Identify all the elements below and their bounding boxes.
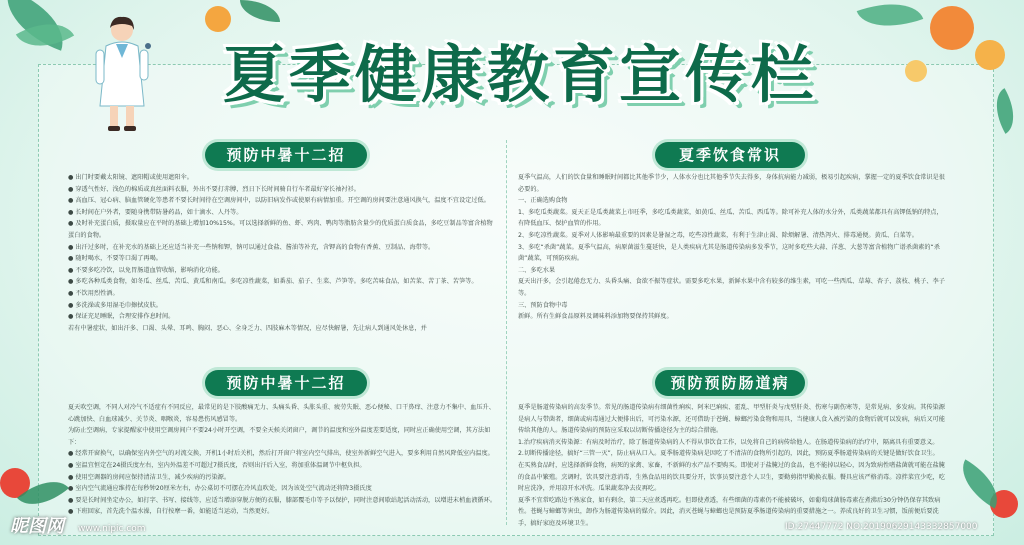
- paragraph: ● 使用空调器的房间应保持清洁卫生，减少疾病的污染源。: [68, 473, 231, 481]
- paragraph: 新鲜。所有生鲜食品原料及调味料添加物要保持其鲜度。: [518, 313, 673, 321]
- section-heading-intestinal-disease: 预防预防肠道病: [655, 370, 805, 396]
- paragraph: ● 下班回家，首先洗个温水澡，自行按摩一番，如能适当运动，当然更好。: [68, 508, 274, 516]
- watermark-site: www.nipic.com: [78, 524, 146, 534]
- paragraph: 2.切断传播途径，搞好“三管一灭”，防止病从口入。夏季肠道传染病是因吃了不清洁的食物所引起的，因此，预防夏季肠道传染病的关键是做好饮食卫生。: [518, 450, 939, 458]
- paragraph: ● 及时补充蛋白质，摄取量应在平时的基础上增加10%15%。可以选择新鲜的鱼、虾、鸡肉、鸭肉等脂肪含量少的优质蛋白质食品，多吃豆制品等富含植物蛋白的食物。: [68, 220, 493, 239]
- paragraph: 3、多吃“杀菌”蔬菜。夏季气温高，病原菌滋生蔓延快，是人类疾病尤其是肠道传染病多发季节，这时多吃些大蒜、洋葱、大葱等富含植物广谱杀菌素的“杀菌”蔬菜，可预防疾病。: [518, 243, 940, 263]
- column-divider: [506, 140, 507, 525]
- flower-decoration: [205, 6, 231, 32]
- flower-decoration: [975, 40, 1005, 70]
- paragraph: ● 长时间在户外者，要随身携带防暑药品，如十滴水、人丹等。: [68, 208, 243, 216]
- section-heading-air-conditioning: 预防中暑十二招: [205, 370, 367, 396]
- paragraph: ● 出门时要戴太阳镜、遮阳帽或使用遮阳伞。: [68, 174, 193, 181]
- heatstroke-text: [68, 172, 498, 362]
- paragraph: ● 多吃各种瓜类食物，如冬瓜、丝瓜、苦瓜、黄瓜和南瓜。多吃凉性蔬菜，如番茄、茄子、生菜、芦笋等。多吃苦味食品，如苦菜、苦丁茶、苦笋等。: [68, 278, 478, 286]
- paragraph: ● 不饮用烈性酒。: [68, 289, 119, 297]
- paragraph: 夏季是肠道传染病的高发季节。常见的肠道传染病有细菌性痢疾、阿米巴痢疾、霍乱、甲型肝炎与戊型肝炎、伤寒与副伤寒等，是常见病、多发病。其传染源是病人与带菌者，细菌或病毒通过大便排出后，可污染水源，还可借助于苍蝇、蟑螂污染食物和用具，当健康人食入被污染的食物后就可以发病，病后又可能传给其他的人。肠道传染病的预防应采取以切断传播途径为主的综合措施。: [518, 404, 945, 435]
- flower-decoration: [930, 6, 974, 50]
- page-title: 夏季健康教育宣传栏: [222, 38, 817, 111]
- paragraph: 三、预防食物中毒: [518, 301, 568, 309]
- paragraph: ● 多洗澡或多用湿毛巾擦拭皮肤。: [68, 301, 162, 309]
- paragraph: ● 室温宜恒定在24摄氏度左右，室内外温差不可超过7摄氏度，否则出汗后入室，将加重体温调节中枢负担。: [68, 461, 366, 469]
- paragraph: 1.治疗疾病消灭传染源：有病及时治疗，除了肠道传染病的人不得从事饮食工作，以免将自己的病传给他人。在肠道传染病的治疗中，隔离具有重要意义。: [518, 438, 939, 446]
- paragraph: ● 出汗过多时，在补充水的基础上还应适当补充一些钠和钾，钠可以通过食盐、酱油等补充，含钾高的食物有香蕉、豆制品、海带等。: [68, 243, 435, 251]
- watermark-id: ID:27447772 NO:20190629143332857000: [785, 522, 978, 532]
- paragraph: 在买熟食品时，应选择新鲜食物，病死的家禽、家畜，不新鲜的水产品不要购买。即使对于盐腌过的食品，也不能掉以轻心，因为致病性嗜盐菌就可能在盐腌的食品中繁殖。烹调时，饮具要注意消毒，生熟食品用的饮具要分开，饮事员要注意个人卫生，要勤剪指甲勤换衣服。餐具应该严格消毒。凉拌菜宜少吃，吃时应洗净，并用凉开水冲洗。瓜果蔬菜净去皮再吃。: [518, 461, 945, 493]
- paragraph: ● 随时喝水，不要等口渴了再喝。: [68, 255, 162, 263]
- section-heading-heatstroke: 预防中暑十二招: [205, 142, 367, 168]
- paragraph: 为防止空调病，专家提醒家中使用空调房间户不要24小时开空调，不要全天候关闭窗户，调节的温度和室外温度差要适度，同时应正确使用空调，其方法如下：: [68, 427, 491, 446]
- paragraph: ● 保证充足睡眠，合理安排作息时间。: [68, 313, 175, 321]
- paragraph: ● 穿透气性好、浅色的棉质或真丝面料衣服，外出不要打赤膊，烈日下长时间骑自行车者最好穿长袖衬衫。: [68, 185, 360, 193]
- paragraph: ● 不要多吃冷饮，以免胃肠道血管收缩，影响消化功能。: [68, 266, 224, 274]
- intestinal-disease-text: [518, 402, 948, 532]
- paragraph: 2、多吃凉性蔬菜。夏季对人体影响最重要的因素是暑湿之毒，吃些凉性蔬菜，有利于生津止渴、除烦解暑、清热泻火、排毒通便。黄瓜、白菜等。: [518, 231, 918, 239]
- flower-decoration: [905, 60, 927, 82]
- paragraph: 一、正确选购食物: [518, 197, 568, 205]
- paragraph: ● 高血压、冠心病、脑血管硬化等患者不要长时间待在空调房间中，以防旧病发作或使原有病情加重。开空调的房间要注意通风换气，温度不宜设定过低。: [68, 197, 490, 205]
- air-conditioning-text: [68, 402, 498, 532]
- paragraph: 二、多吃水果: [518, 266, 556, 274]
- paragraph: 夏季气温高，人们的饮食量和睡眠时间都比其他季节少，人体水分也比其他季节失去得多，身体抗病能力减弱，极易引起疾病，掌握一定的夏季饮食常识是很必要的。: [518, 174, 945, 193]
- doctor-illustration: [88, 14, 156, 134]
- paragraph: 1、多吃瓜类蔬菜。夏天正是瓜类蔬菜上市旺季，多吃瓜类蔬菜，如黄瓜、丝瓜、苦瓜、西瓜等。除可补充人体的水分外，瓜类蔬菜都具有高钾低钠的特点，有降低血压、保护血管的作用。: [518, 208, 943, 228]
- paragraph: 夏天出汗多，会引起倦怠无力、头昏头痛、食欲不振等症状。需要多吃水果，新鲜水果中含有较多的维生素，可吃一些西瓜、草莓、杏子、荔枝、桃子、李子等。: [518, 278, 945, 297]
- section-heading-summer-diet: 夏季饮食常识: [655, 142, 805, 168]
- paragraph: ● 室内空气流通应维持在每秒钟20厘米左右，办公桌切不可摆在冷风直吹处，因为该处空气流动还将降3摄氏度: [68, 485, 372, 493]
- summer-diet-text: [518, 172, 948, 362]
- paragraph: ● 经常开窗换气，以确保室内外空气的对流交换，开机1小时后关机，然后打开窗户将室内空气排出，使室外新鲜空气进入，要多利用自然风降低室内温度。: [68, 450, 494, 458]
- paragraph: 夏季不宜常吃路边不熟家食，如有剩余，第二天应煮透再吃。但即使煮透，有些细菌的毒素仍不能被破坏，如葡萄球菌肠毒素在煮沸后30分钟仍保存其致病性。苍蝇与蟑螂等害虫，卸作为肠道传染病的媒介。因此，消灭苍蝇与蟑螂也是预防夏季肠道传染病的重要措施之一。养成良好的卫生习惯，饭前便后要洗手，搞好家庭及环境卫生。: [518, 496, 941, 527]
- paragraph: ● 要是长时间坐定办公，如打字、书写、接线等，应适当增添穿脱方便的衣服，膝部覆毛巾等予以保护，同时注意间歇站起活动活动，以增进末梢血液循环。: [68, 496, 497, 504]
- watermark-logo: 昵图网: [10, 516, 64, 537]
- paragraph: 若有中暑症状，如出汗多、口渴、头晕、耳鸣、胸闷、恶心、全身乏力、四肢麻木等情况，应尽快解暑，先让病人到通风处休息，并: [68, 324, 427, 332]
- paragraph: 夏天吹空调，不同人对冷气不适症有不同反应，最常见的是下肢酸痛无力、头痛头昏、头胀头重、疲劳失眠、恶心便秘、口干鼻痒、注意力不集中、血压升、心跳加快、白血球减少、关节炎、咽喉炎，容易患伤风感冒等。: [68, 404, 495, 423]
